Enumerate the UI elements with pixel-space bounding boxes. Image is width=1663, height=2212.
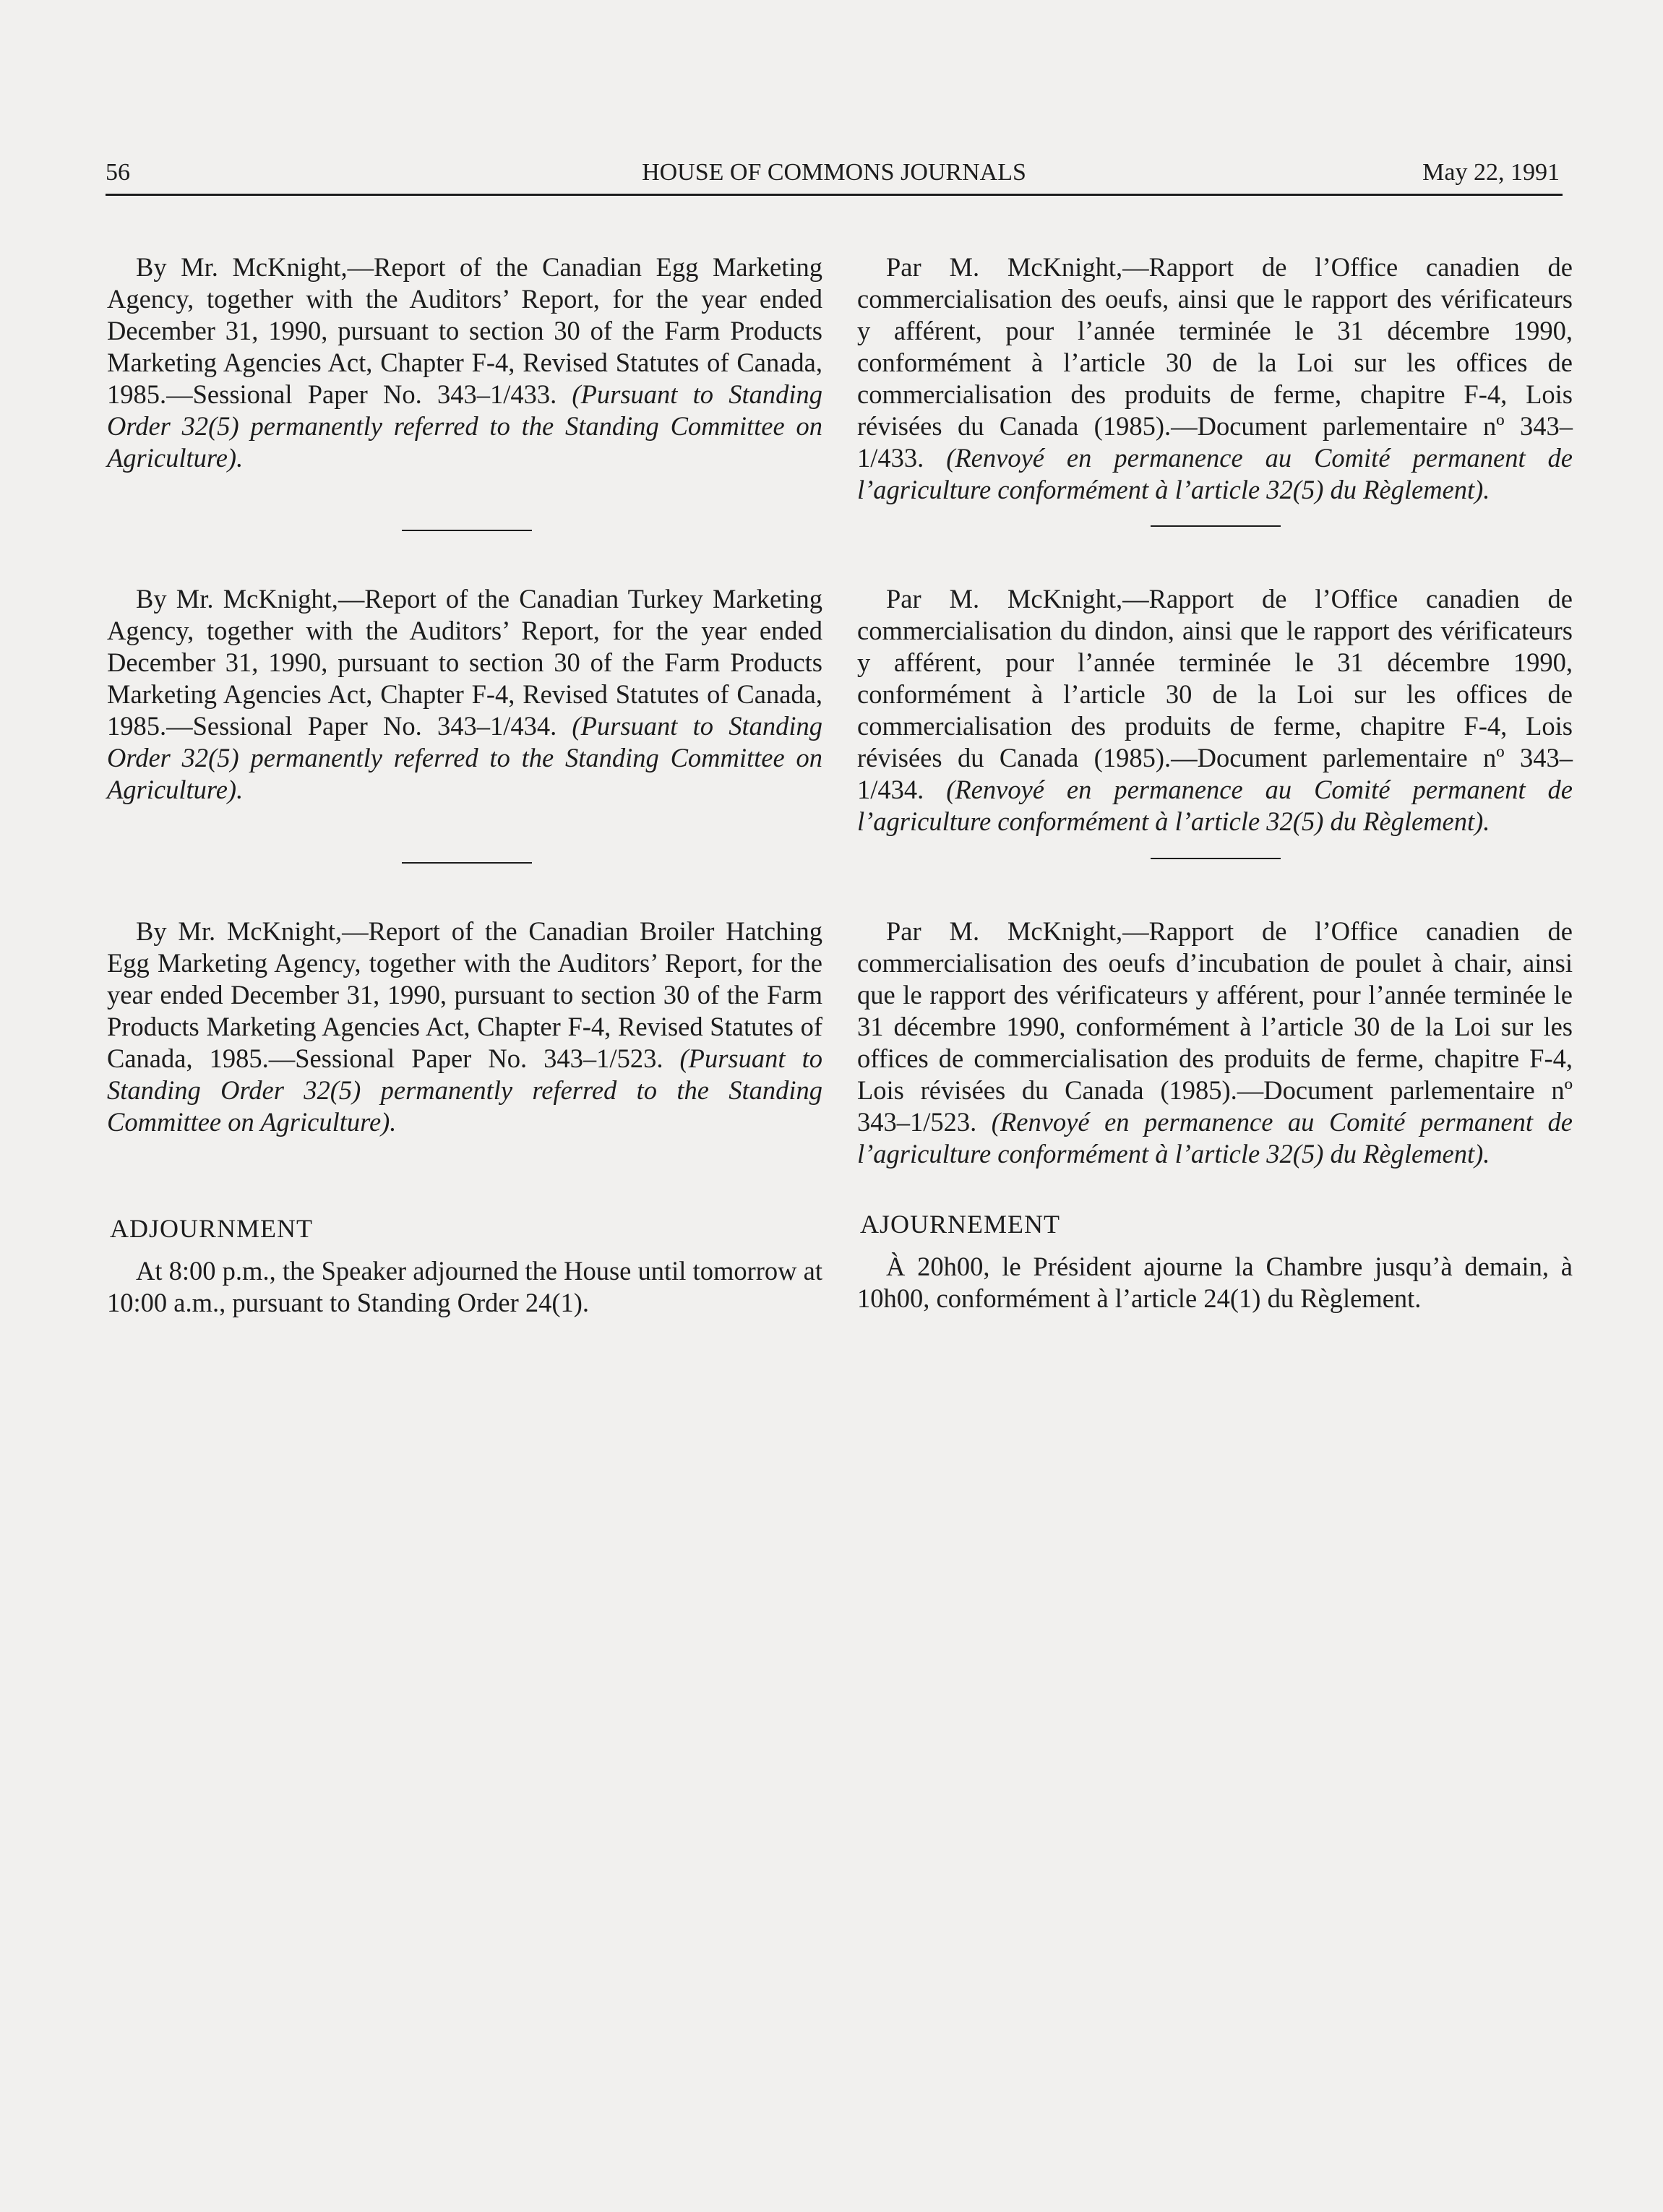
section-divider [1151,858,1281,859]
report-entry-turkey [107,583,822,806]
entry-reference: (Renvoyé en permanence au Comité permanent de l’agriculture conformément à l’article 32(5) du Règlement). [857,443,1573,504]
adjournment-text: At 8:00 p.m., the Speaker adjourned the House until tomorrow at 10:00 a.m., pursuant to Standing Order 24(1). [107,1256,822,1317]
entry-reference: (Pursuant to Standing Order 32(5) permanently referred to the Standing Committee on Agriculture). [107,711,822,804]
entry-reference: (Pursuant to Standing Order 32(5) permanently referred to the Standing Committee on Agriculture). [107,1043,822,1137]
adjournment-heading: AJOURNEMENT [860,1210,1060,1239]
journal-date: May 22, 1991 [1422,159,1560,186]
entry-text: Par M. McKnight,—Rapport de l’Office canadien de commercialisation des oeufs d’incubation de poulet à chair, ainsi que le rapport des vérificateurs y afférent, pour l’année terminée le 31 décembre 1990, conformément à l’article 30 de la Loi sur les offices de commercialisation des produits de ferme, chapitre F-4, Lois révisées du Canada (1985).—Document parlementaire nº 343–1/523. [857,916,1573,1137]
report-entry-oeufs [857,251,1573,506]
entry-text: Par M. McKnight,—Rapport de l’Office canadien de commercialisation du dindon, ainsi que le rapport des vérificateurs y afférent, pour l’année terminée le 31 décembre 1990, conformément à l’article 30 de la Loi sur les offices de commercialisation des produits de ferme, chapitre F-4, Lois révisées du Canada (1985).—Document parlementaire nº 343–1/434. [857,584,1573,804]
adjournment-heading: ADJOURNMENT [110,1214,313,1243]
section-divider [1151,525,1281,527]
page-header [106,153,1563,196]
report-entry-poulet [857,916,1573,1170]
section-divider [402,862,532,864]
entry-reference: (Pursuant to Standing Order 32(5) permanently referred to the Standing Committee on Agriculture). [107,379,822,473]
entry-text: By Mr. McKnight,—Report of the Canadian Egg Marketing Agency, together with the Auditors’ Report, for the year ended December 31, 1990, pursuant to section 30 of the Farm Products Marketing Agencies Act, Chapter F-4, Revised Statutes of Canada, 1985.—Sessional Paper No. 343–1/433. [107,252,822,409]
entry-text: By Mr. McKnight,—Report of the Canadian Broiler Hatching Egg Marketing Agency, together with the Auditors’ Report, for the year ended December 31, 1990, pursuant to section 30 of the Farm Products Marketing Agencies Act, Chapter F-4, Revised Statutes of Canada, 1985.—Sessional Paper No. 343–1/523. [107,916,822,1073]
report-entry-egg [107,251,822,474]
report-entry-broiler [107,916,822,1138]
adjournment-text: À 20h00, le Président ajourne la Chambre jusqu’à demain, à 10h00, conformément à l’article 24(1) du Règlement. [857,1252,1573,1313]
entry-reference: (Renvoyé en permanence au Comité permanent de l’agriculture conformément à l’article 32(5) du Règlement). [857,775,1573,836]
entry-text: Par M. McKnight,—Rapport de l’Office canadien de commercialisation des oeufs, ainsi que le rapport des vérificateurs y afférent, pour l’année terminée le 31 décembre 1990, conformément à l’article 30 de la Loi sur les offices de commercialisation des produits de ferme, chapitre F-4, Lois révisées du Canada (1985).—Document parlementaire nº 343–1/433. [857,252,1573,473]
section-divider [402,530,532,531]
journal-title: HOUSE OF COMMONS JOURNALS [642,159,1026,186]
entry-text: By Mr. McKnight,—Report of the Canadian Turkey Marketing Agency, together with the Auditors’ Report, for the year ended December 31, 1990, pursuant to section 30 of the Farm Products Marketing Agencies Act, Chapter F-4, Revised Statutes of Canada, 1985.—Sessional Paper No. 343–1/434. [107,584,822,741]
entry-reference: (Renvoyé en permanence au Comité permanent de l’agriculture conformément à l’article 32(5) du Règlement). [857,1107,1573,1169]
page-number: 56 [106,159,130,186]
report-entry-dindon [857,583,1573,838]
